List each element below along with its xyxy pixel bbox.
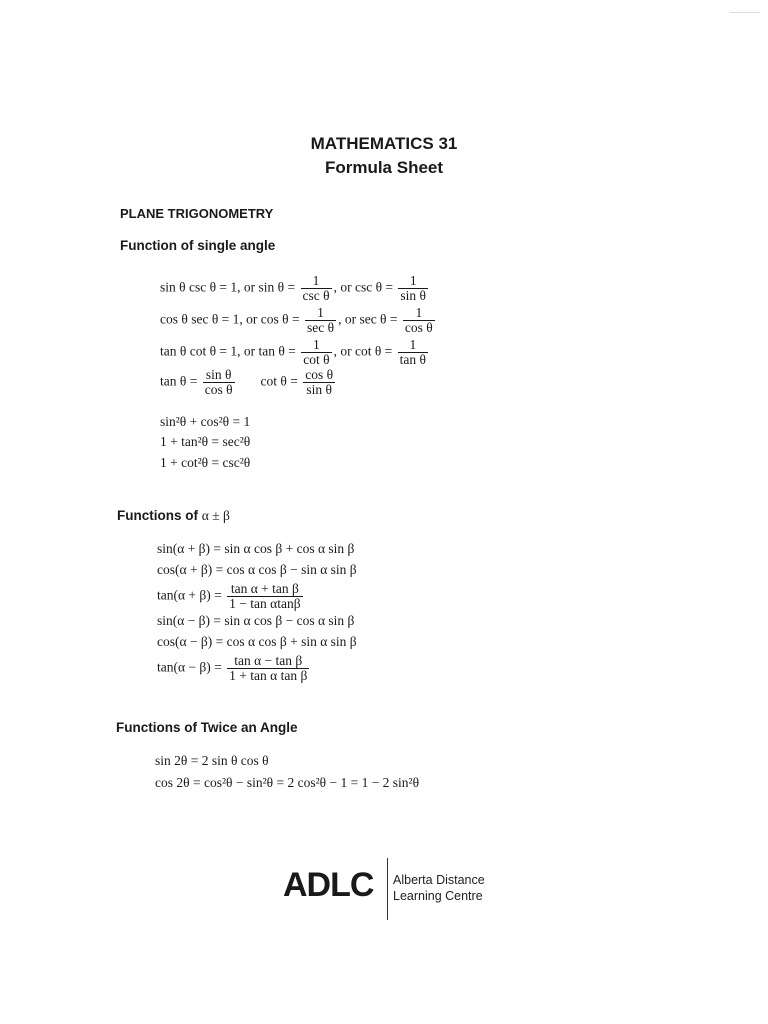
eq-text: sin θ csc θ = 1, or sin θ = xyxy=(160,279,299,295)
reciprocal-tan-cot xyxy=(160,338,430,367)
eq-text: , or cot θ = xyxy=(333,343,396,359)
fraction xyxy=(398,338,428,367)
reciprocal-cos-sec xyxy=(160,306,437,335)
denominator: 1 + tan α tan β xyxy=(229,668,308,683)
cos-sum: cos(α + β) = cos α cos β − sin α sin β xyxy=(157,562,357,577)
sin-difference: sin(α − β) = sin α cos β − cos α sin β xyxy=(157,613,355,628)
denominator: sec θ xyxy=(306,320,335,335)
sin-double-angle: sin 2θ = 2 sin θ cos θ xyxy=(155,753,269,768)
logo-mark: ADLC xyxy=(283,866,374,904)
sin-sum: sin(α + β) = sin α cos β + cos α sin β xyxy=(157,541,355,556)
denominator: sin θ xyxy=(400,288,427,303)
fraction xyxy=(398,274,428,303)
title-line-1: MATHEMATICS 31 xyxy=(310,134,458,153)
pythagorean-2: 1 + tan²θ = sec²θ xyxy=(160,434,251,449)
reciprocal-sin-csc xyxy=(160,274,430,303)
page-title xyxy=(0,132,768,180)
fraction xyxy=(305,306,336,335)
numerator: 1 xyxy=(301,274,332,289)
cos-difference: cos(α − β) = cos α cos β + sin α sin β xyxy=(157,634,357,649)
numerator: cos θ xyxy=(305,367,334,382)
section-heading-trig: PLANE TRIGONOMETRY xyxy=(120,206,274,221)
pythagorean-3: 1 + cot²θ = csc²θ xyxy=(160,455,251,470)
cos-double-angle: cos 2θ = cos²θ − sin²θ = 2 cos²θ − 1 = 1 − 2 sin²θ xyxy=(155,775,420,790)
logo-org-name xyxy=(393,872,485,904)
fraction xyxy=(227,582,302,611)
quotient-identities xyxy=(160,368,337,397)
numerator: tan α + tan β xyxy=(227,582,302,597)
heading-sum-difference xyxy=(117,508,230,524)
tan-difference xyxy=(157,654,311,683)
eq-text: tan θ cot θ = 1, or tan θ = xyxy=(160,343,300,359)
denominator: cot θ xyxy=(303,352,330,367)
eq-text: tan(α + β) = xyxy=(157,587,226,603)
fraction xyxy=(303,368,335,397)
fraction xyxy=(403,306,435,335)
heading-text: Functions of xyxy=(117,508,202,523)
denominator: cos θ xyxy=(404,320,433,335)
eq-text: , or sec θ = xyxy=(338,311,401,327)
org-line-2: Learning Centre xyxy=(393,889,483,903)
denominator: cos θ xyxy=(204,382,233,397)
denominator: tan θ xyxy=(399,352,426,367)
heading-twice-angle: Functions of Twice an Angle xyxy=(116,720,298,735)
title-line-2: Formula Sheet xyxy=(324,158,444,177)
numerator: tan α − tan β xyxy=(227,654,309,669)
fraction xyxy=(203,368,235,397)
denominator: csc θ xyxy=(302,288,330,303)
fraction xyxy=(301,274,332,303)
pythagorean-1: sin²θ + cos²θ = 1 xyxy=(160,414,251,429)
org-line-1: Alberta Distance xyxy=(393,873,485,887)
numerator: 1 xyxy=(403,306,435,321)
numerator: sin θ xyxy=(203,368,235,383)
eq-text: , or csc θ = xyxy=(333,279,397,295)
logo-divider xyxy=(387,858,388,920)
numerator: 1 xyxy=(301,338,331,353)
denominator: 1 − tan αtanβ xyxy=(229,596,301,611)
heading-single-angle: Function of single angle xyxy=(120,238,276,253)
numerator: 1 xyxy=(398,274,428,289)
fraction xyxy=(227,654,309,683)
eq-text: tan(α − β) = xyxy=(157,659,226,675)
eq-text: cos θ sec θ = 1, or cos θ = xyxy=(160,311,303,327)
eq-text: cot θ = xyxy=(260,373,302,389)
scan-speck xyxy=(730,12,760,13)
numerator: 1 xyxy=(305,306,336,321)
tan-sum xyxy=(157,582,305,611)
numerator: 1 xyxy=(398,338,428,353)
denominator: sin θ xyxy=(306,382,332,397)
fraction xyxy=(301,338,331,367)
eq-text: tan θ = xyxy=(160,373,201,389)
heading-symbol: α ± β xyxy=(201,508,230,523)
